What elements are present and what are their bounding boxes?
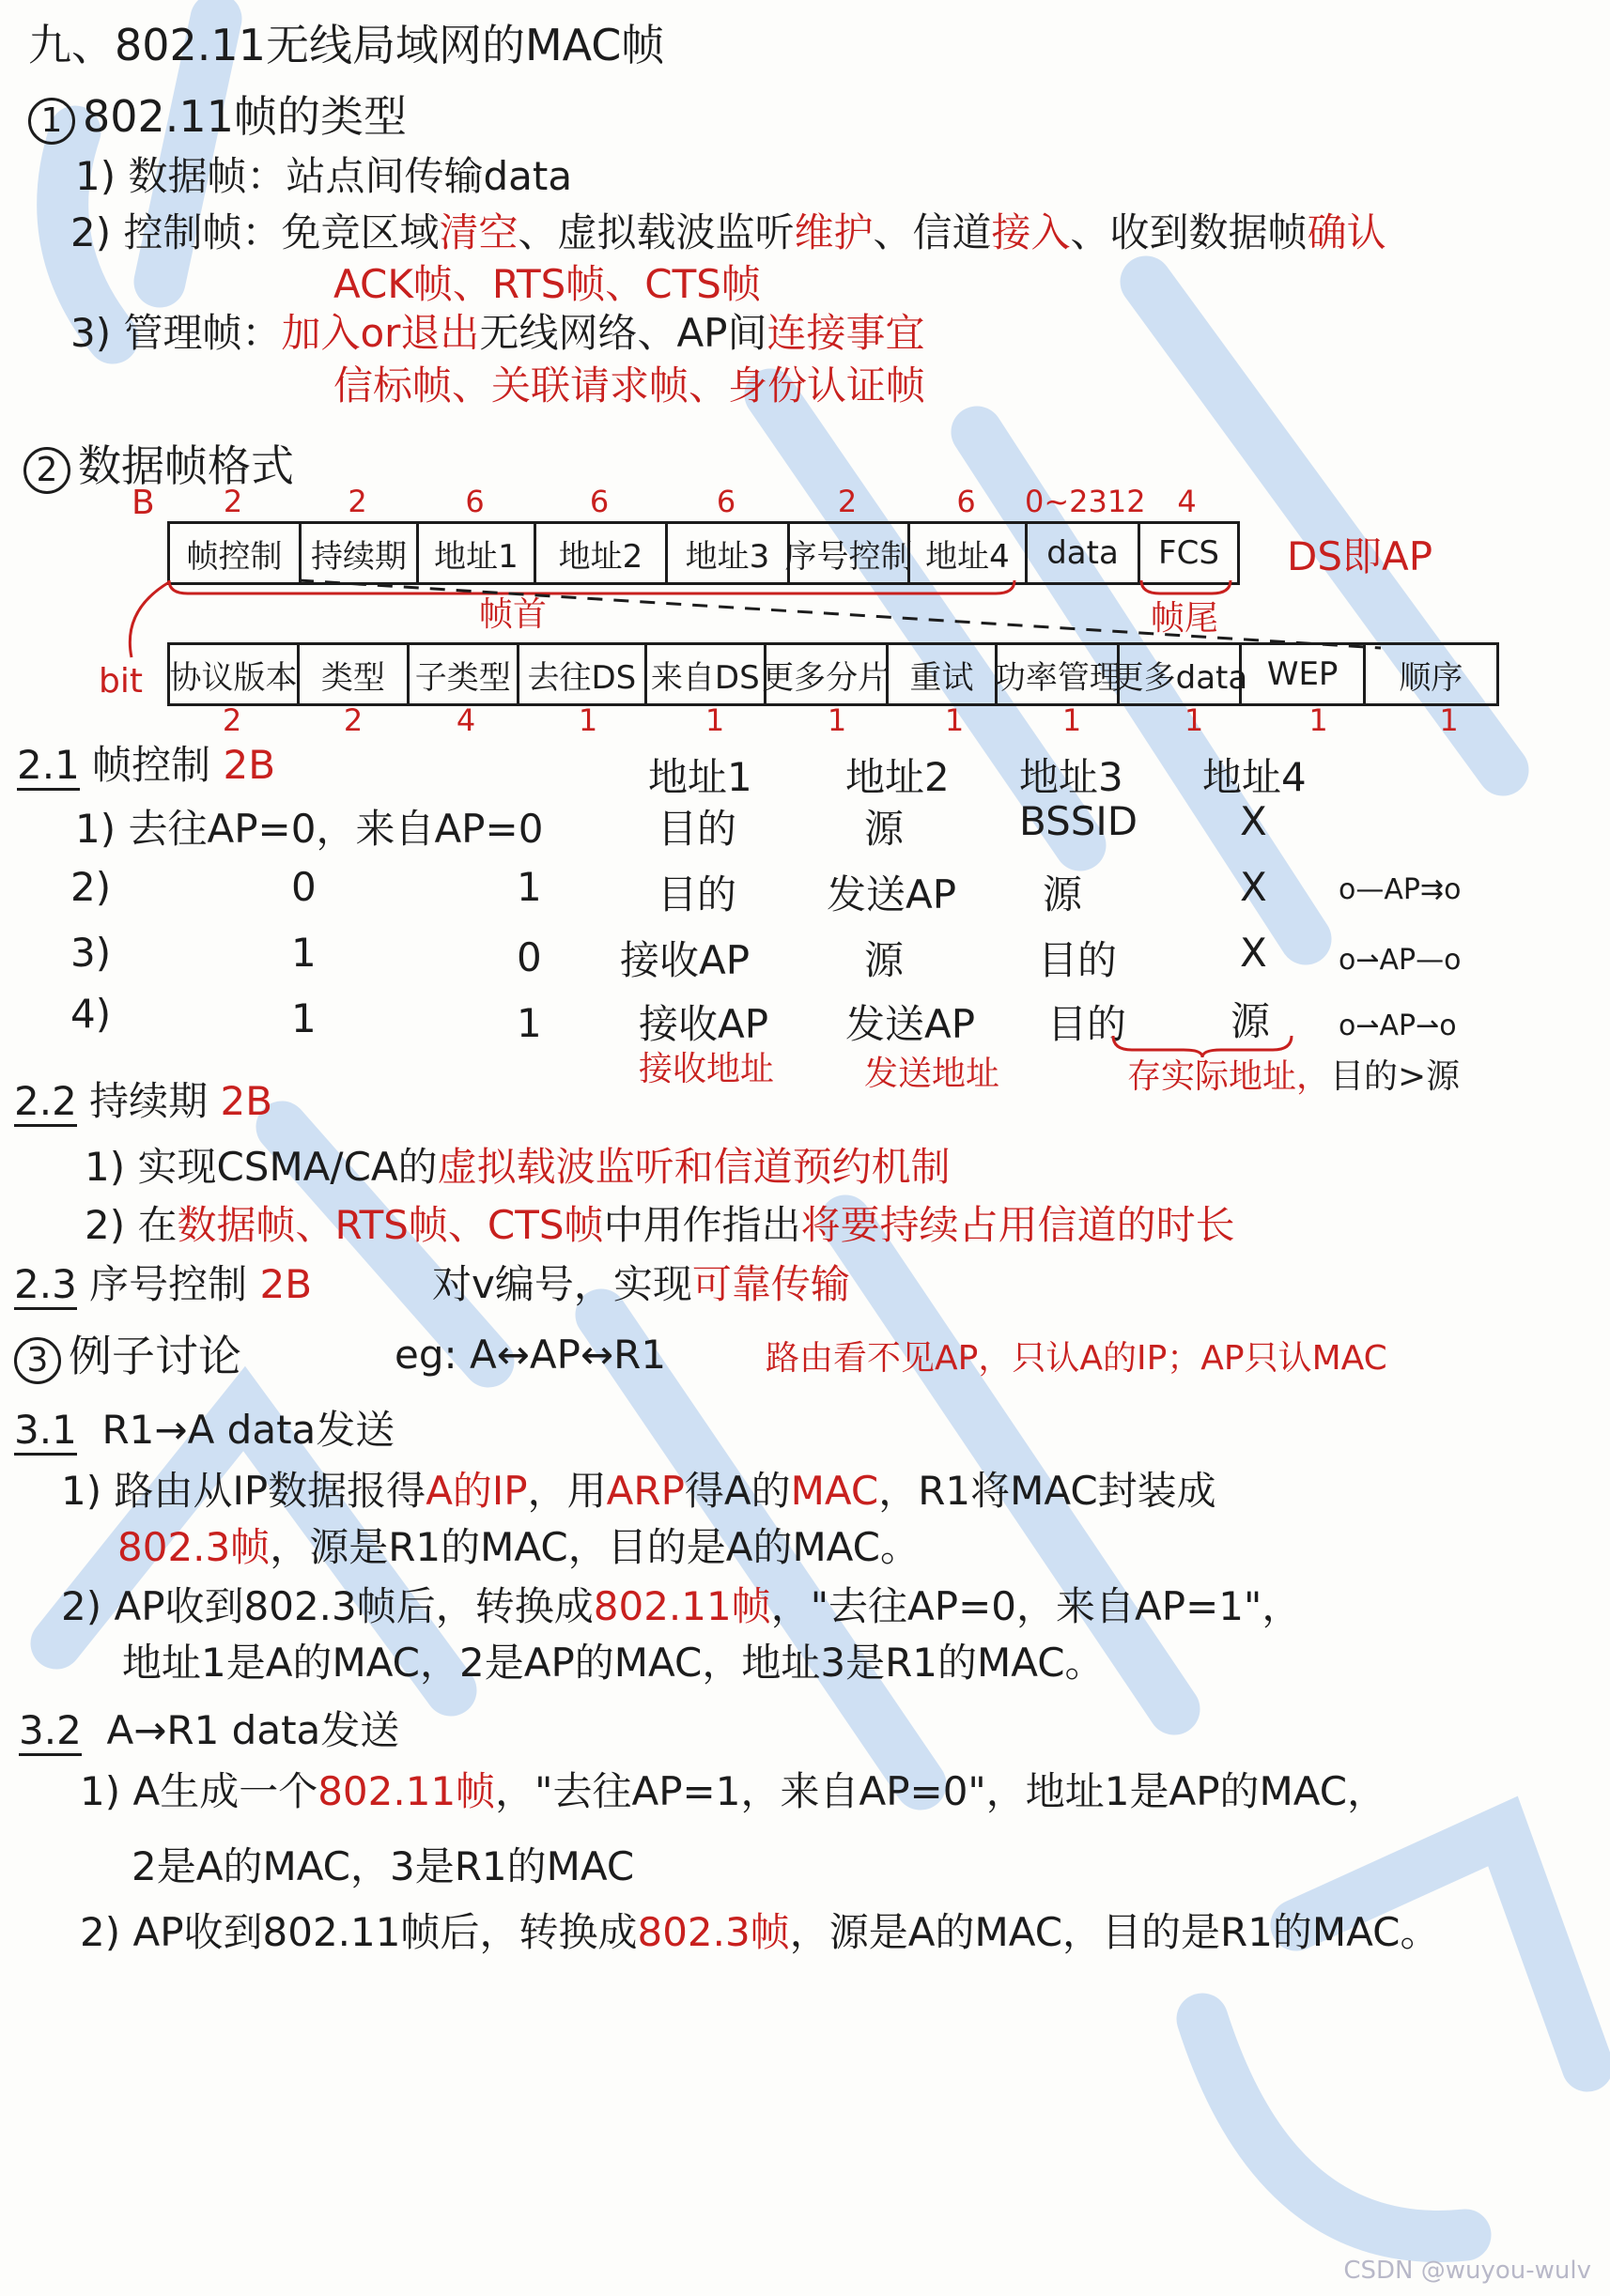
row1-address-3: BSSID <box>1019 798 1138 844</box>
section-3-heading <box>14 1322 241 1384</box>
field-fcs: FCS <box>1158 534 1219 572</box>
tail-label: 帧尾 <box>1151 599 1219 638</box>
frame-control-subfields <box>167 642 1499 706</box>
section-2-title: 数据帧格式 <box>78 440 294 491</box>
field-frame-control: 帧控制 <box>170 524 302 582</box>
field-wep: WEP <box>1242 645 1365 703</box>
field-address-2: 地址2 <box>536 524 668 582</box>
field-address-4: 地址4 <box>910 524 1028 582</box>
section-2-1-heading: 2.1 帧控制 2B <box>17 734 275 791</box>
row3-from-ap: 0 <box>517 934 542 980</box>
col-address-1: 地址1 <box>648 754 752 800</box>
r1-to-a-step-2: 2) AP收到802.3帧后，转换成802.11帧，"去往AP=0，来自AP=1"， <box>61 1583 1302 1629</box>
frame-type-data: 1) 数据帧：站点间传输data <box>75 153 573 199</box>
row3-address-1: 接收AP <box>620 937 751 983</box>
field-more-data: 更多data <box>1120 645 1242 703</box>
section-2-number: 2 <box>23 447 70 494</box>
row4-address-3: 目的 <box>1047 1001 1127 1047</box>
a-to-r1-step-2: 2) AP收到802.11帧后，转换成802.3帧，源是A的MAC，目的是R1的MAC。 <box>80 1909 1440 1955</box>
row3-index: 3) <box>70 930 112 976</box>
row4-to-ap: 1 <box>291 995 317 1041</box>
row1-address-2: 源 <box>864 806 905 852</box>
row4-address-2: 发送AP <box>845 1001 976 1047</box>
bottom-field-sizes: 2 2 4 1 1 1 1 1 1 1 1 <box>222 702 1459 738</box>
field-type: 类型 <box>300 645 410 703</box>
row4-index: 4) <box>70 991 112 1037</box>
example-note: 路由看不见AP，只认A的IP；AP只认MAC <box>766 1339 1387 1378</box>
example-topology: eg: A↔AP↔R1 <box>395 1332 667 1378</box>
row1-address-1: 目的 <box>658 806 737 852</box>
diagram-station-to-ap: o⇀AP—o <box>1339 944 1462 977</box>
frame-type-control: 2) 控制帧：免竞区域清空、虚拟载波监听维护、信道接入、收到数据帧确认 <box>70 209 1386 255</box>
col-address-4: 地址4 <box>1202 754 1307 800</box>
row3-to-ap: 1 <box>291 930 317 976</box>
management-frame-list: 信标帧、关联请求帧、身份认证帧 <box>333 362 926 408</box>
duration-point-1: 1) 实现CSMA/CA的虚拟载波监听和信道预约机制 <box>85 1144 951 1190</box>
unit-bits: bit <box>99 662 143 701</box>
section-3-2-heading: 3.2 A→R1 data发送 <box>19 1700 399 1756</box>
section-1-title: 802.11帧的类型 <box>83 91 407 142</box>
row4-address-4: 源 <box>1231 998 1271 1044</box>
r1-to-a-step-1-cont: 802.3帧，源是R1的MAC，目的是A的MAC。 <box>117 1524 920 1570</box>
row2-address-1: 目的 <box>658 871 737 917</box>
header-label: 帧首 <box>479 595 548 634</box>
field-order: 顺序 <box>1399 658 1463 697</box>
field-address-1: 地址1 <box>419 524 536 582</box>
section-3-title: 例子讨论 <box>69 1331 241 1381</box>
r1-to-a-step-1: 1) 路由从IP数据报得A的IP，用ARP得A的MAC，R1将MAC封装成 <box>61 1468 1216 1514</box>
csdn-watermark: CSDN @wuyou-wulv <box>1343 2257 1591 2285</box>
row4-from-ap: 1 <box>517 1000 542 1046</box>
sequence-control-text: 对v编号，实现可靠传输 <box>432 1261 850 1307</box>
row2-address-3: 源 <box>1043 871 1083 917</box>
a-to-r1-step-1: 1) A生成一个802.11帧，"去往AP=1，来自AP=0"，地址1是AP的MAC， <box>80 1768 1387 1814</box>
page-title: 九、802.11无线局域网的MAC帧 <box>28 20 665 70</box>
row2-index: 2) <box>70 864 112 910</box>
top-field-sizes: 2 2 6 6 6 2 6 0~2312 4 <box>223 484 1197 519</box>
frame-type-management: 3) 管理帧：加入or退出无线网络、AP间连接事宜 <box>70 310 925 356</box>
col-address-3: 地址3 <box>1019 754 1123 800</box>
duration-point-2: 2) 在数据帧、RTS帧、CTS帧中用作指出将要持续占用信道的时长 <box>85 1202 1235 1248</box>
section-2-3-heading: 2.3 序号控制 2B <box>14 1254 312 1310</box>
field-retry: 重试 <box>889 645 999 703</box>
send-address-note: 发送地址 <box>864 1055 1000 1093</box>
field-protocol-version: 协议版本 <box>170 645 300 703</box>
row3-address-4: X <box>1240 930 1267 976</box>
row3-address-2: 源 <box>864 937 905 983</box>
field-to-ds: 去往DS <box>519 645 647 703</box>
row3-address-3: 目的 <box>1038 937 1118 983</box>
row2-from-ap: 1 <box>517 864 542 910</box>
field-subtype: 子类型 <box>410 645 519 703</box>
control-frame-list: ACK帧、RTS帧、CTS帧 <box>333 261 761 307</box>
section-2-2-heading: 2.2 持续期 2B <box>14 1071 272 1127</box>
field-power-management: 功率管理 <box>998 645 1120 703</box>
field-data: data <box>1028 524 1140 582</box>
row2-to-ap: 0 <box>291 864 317 910</box>
field-address-3: 地址3 <box>668 524 790 582</box>
diagram-ap-relay: o⇀AP⇀o <box>1339 1009 1457 1042</box>
unit-bytes: B <box>132 484 155 522</box>
section-1-heading <box>28 83 407 145</box>
row2-address-2: 发送AP <box>827 871 957 917</box>
field-sequence-control: 序号控制 <box>790 524 910 582</box>
field-from-ds: 来自DS <box>647 645 766 703</box>
section-3-1-heading: 3.1 R1→A data发送 <box>14 1399 395 1456</box>
section-1-number: 1 <box>28 98 75 145</box>
col-address-2: 地址2 <box>845 754 950 800</box>
section-3-number: 3 <box>14 1337 61 1384</box>
receive-address-note: 接收地址 <box>639 1050 775 1088</box>
diagram-ap-to-station: o—AP⇉o <box>1339 873 1462 906</box>
row2-address-4: X <box>1240 864 1267 910</box>
a-to-r1-step-1-cont: 2是A的MAC，3是R1的MAC <box>132 1843 635 1889</box>
table-row: 1) 去往AP=0，来自AP=0 <box>75 806 544 852</box>
actual-address-note: 存实际地址，目的>源 <box>1127 1057 1461 1096</box>
r1-to-a-step-2-cont: 地址1是A的MAC，2是AP的MAC，地址3是R1的MAC。 <box>122 1640 1105 1686</box>
row1-address-4: X <box>1240 798 1267 844</box>
field-more-fragments: 更多分片 <box>766 645 889 703</box>
ds-note: DS即AP <box>1287 533 1433 579</box>
field-duration: 持续期 <box>302 524 419 582</box>
row4-address-1: 接收AP <box>639 1001 769 1047</box>
